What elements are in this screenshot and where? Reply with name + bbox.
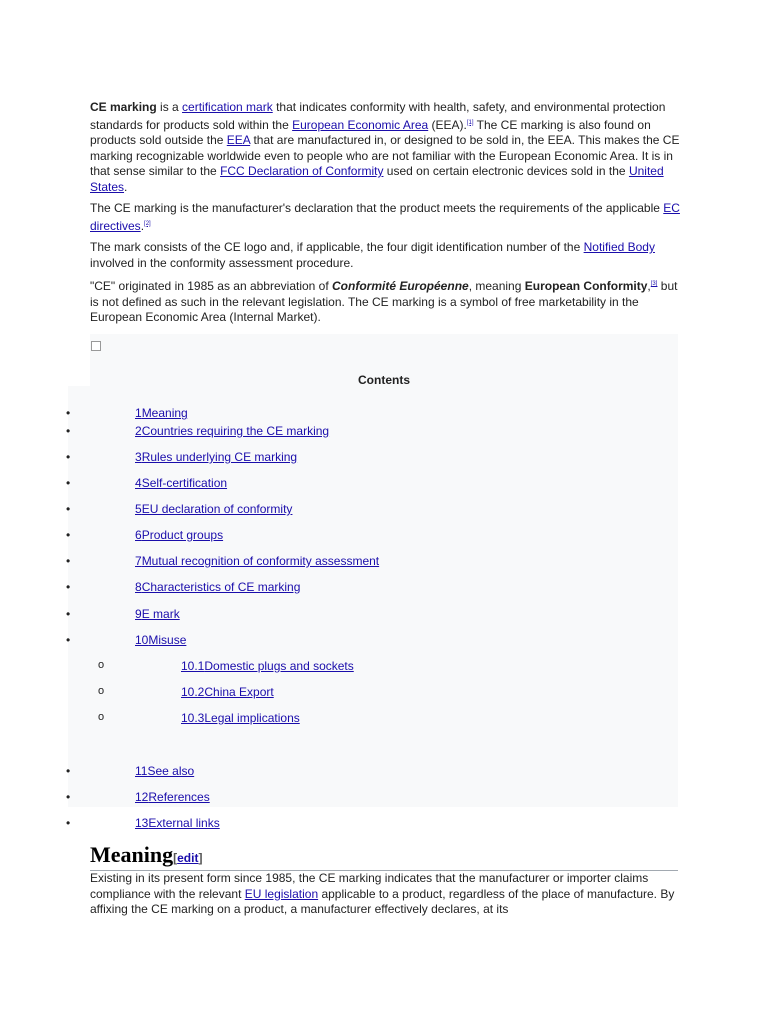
toc-link-10-1[interactable] [181,659,354,673]
reference-1[interactable]: [1] [466,119,474,126]
toc-bullet-icon: • [66,424,71,438]
link-fcc-declaration[interactable]: FCC Declaration of Conformity [220,164,384,178]
toc-bullet-icon: • [66,476,71,490]
text: used on certain electronic devices sold in the [383,164,629,178]
reference-3[interactable]: [3] [650,281,658,287]
toc-link-10-3[interactable] [181,711,300,725]
reference-2[interactable]: [2] [144,220,151,227]
intro-paragraph-3 [90,240,680,271]
toc-item [0,424,768,442]
text: Existing in its present form since 1985, the CE marking indicates that the manufacturer or importer claims compliance with the relevant [90,871,649,901]
toc-label: Countries requiring the CE marking [141,424,330,438]
toc-link-4[interactable] [135,476,227,490]
meaning-paragraph [90,871,680,918]
text: is a [156,100,183,114]
toc-number: 3 [135,450,142,464]
toc-item [0,764,768,782]
toc-subbullet-icon: o [98,659,105,671]
toc-bullet-icon: • [66,554,71,568]
toc-number: 1 [135,406,142,420]
toc-label: External links [148,816,220,830]
toc-subitem [0,711,768,729]
toc-number: 10.1 [181,659,205,673]
edit-bracket-open: [ [173,851,178,866]
toc-number: 7 [135,554,142,568]
toc-number: 9 [135,607,142,621]
toc-number: 5 [135,502,142,516]
toc-label: See also [147,764,195,778]
heading-text: Meaning [90,842,174,868]
text: The CE marking is the manufacturer's declaration that the product meets the requirements of the applicable [90,201,664,215]
text: that indicates conformity with health, safety, and environmental protection standards for products sold within the [90,100,666,132]
toc-bullet-icon: • [66,764,71,778]
toc-number: 6 [135,528,142,542]
text: (EEA). [428,117,467,132]
toc-number: 10.3 [181,711,205,725]
toc-label: Characteristics of CE marking [141,580,301,594]
toc-link-1[interactable] [135,406,188,420]
toc-toggle-area [68,334,90,386]
text: The CE marking is also found on products sold outside the [90,117,651,147]
toc-bullet-icon: • [66,607,71,621]
toc-number: 4 [135,476,142,490]
text: , [647,279,651,293]
toc-label: Meaning [141,406,188,420]
bold-european-conformity: European Conformity [524,279,648,293]
edit-bracket-close: ] [198,851,203,866]
toc-item [0,406,768,424]
text: . [140,218,145,233]
toc-link-11[interactable] [135,764,194,778]
link-certification-mark[interactable]: certification mark [182,100,273,114]
toc-number: 12 [135,790,149,804]
text: but is not defined as such in the relevant legislation. The CE marking is a symbol of free marketability in the European Economic Area (Internal Market). [90,279,678,324]
toc-link-5[interactable] [135,502,292,516]
link-european-economic-area[interactable]: European Economic Area [292,117,429,132]
toc-label: Mutual recognition of conformity assessment [141,554,380,568]
toc-number: 2 [135,424,142,438]
toc-link-3[interactable] [135,450,297,464]
text: . [124,179,128,194]
toc-label: Misuse [148,633,187,647]
intro-paragraph-4 [90,277,680,326]
toc-item [0,476,768,494]
edit-section-link [173,851,202,865]
toc-bullet-icon: • [66,406,71,420]
toc-item [0,554,768,572]
toc-bullet-icon: • [66,633,71,647]
text: "CE" originated in 1985 as an abbreviation of [90,279,333,293]
article-body [90,100,680,332]
text: involved in the conformity assessment procedure. [90,255,354,270]
toc-link-12[interactable] [135,790,210,804]
toc-toggle-checkbox[interactable] [91,341,101,351]
toc-label: Product groups [141,528,224,542]
toc-subbullet-icon: o [98,685,105,697]
toc-bullet-icon: • [66,816,71,830]
toc-label: China Export [204,685,274,699]
toc-label: E mark [141,607,180,621]
toc-bullet-icon: • [66,790,71,804]
toc-item [0,607,768,625]
toc-number: 10 [135,633,149,647]
section-heading-meaning [90,842,678,871]
text: The mark consists of the CE logo and, if applicable, the four digit identification number of the [90,240,584,254]
link-united-states[interactable]: United States [90,164,664,194]
toc-item [0,633,768,651]
intro-paragraph-1 [90,100,680,195]
toc-title: Contents [358,373,410,387]
link-eea[interactable]: EEA [226,133,251,147]
toc-subbullet-icon: o [98,711,105,723]
toc-item [0,816,768,834]
toc-item [0,502,768,520]
toc-link-10[interactable] [135,633,186,647]
toc-label: EU declaration of conformity [141,502,293,516]
toc-number: 11 [135,764,148,778]
toc-link-13[interactable] [135,816,220,830]
toc-link-8[interactable] [135,580,300,594]
toc-bullet-icon: • [66,450,71,464]
toc-number: 10.2 [181,685,205,699]
link-eu-legislation[interactable]: EU legislation [244,886,319,901]
link-notified-body[interactable]: Notified Body [583,240,655,254]
toc-label: References [148,790,210,804]
toc-link-7[interactable] [135,554,379,568]
toc-bullet-icon: • [66,580,71,594]
intro-paragraph-2 [90,201,680,234]
toc-bullet-icon: • [66,502,71,516]
text: that are manufactured in, or designed to be sold in, the EEA. This makes the CE marking recognizable worldwide even to people who are not familiar with the European Economic Area. It is in that sense similar to the [90,133,680,178]
toc-label: Rules underlying CE marking [141,450,298,464]
toc-item [0,580,768,598]
toc-bullet-icon: • [66,528,71,542]
toc-item [0,528,768,546]
toc-number: 13 [135,816,149,830]
toc-item [0,790,768,808]
toc-label: Self-certification [141,476,228,490]
emphasis-conformite-europeenne: Conformité Européenne [332,279,469,293]
toc-label: Legal implications [204,711,300,725]
toc-link-10-2[interactable] [181,685,274,699]
toc-link-2[interactable] [135,424,329,438]
text: applicable to a product, regardless of the place of manufacture. By affixing the CE marking on a product, a manufacturer effectively declares, at its [90,886,675,916]
term-ce-marking: CE marking [90,100,157,114]
toc-item [0,450,768,468]
toc-subitem [0,659,768,677]
toc-subitem [0,685,768,703]
toc-number: 8 [135,580,142,594]
link-ec-directives[interactable]: EC directives [90,201,680,233]
toc-link-9[interactable] [135,607,180,621]
text: , meaning [468,279,525,293]
toc-label: Domestic plugs and sockets [204,659,354,673]
toc-link-6[interactable] [135,528,223,542]
edit-link[interactable]: edit [177,851,199,866]
